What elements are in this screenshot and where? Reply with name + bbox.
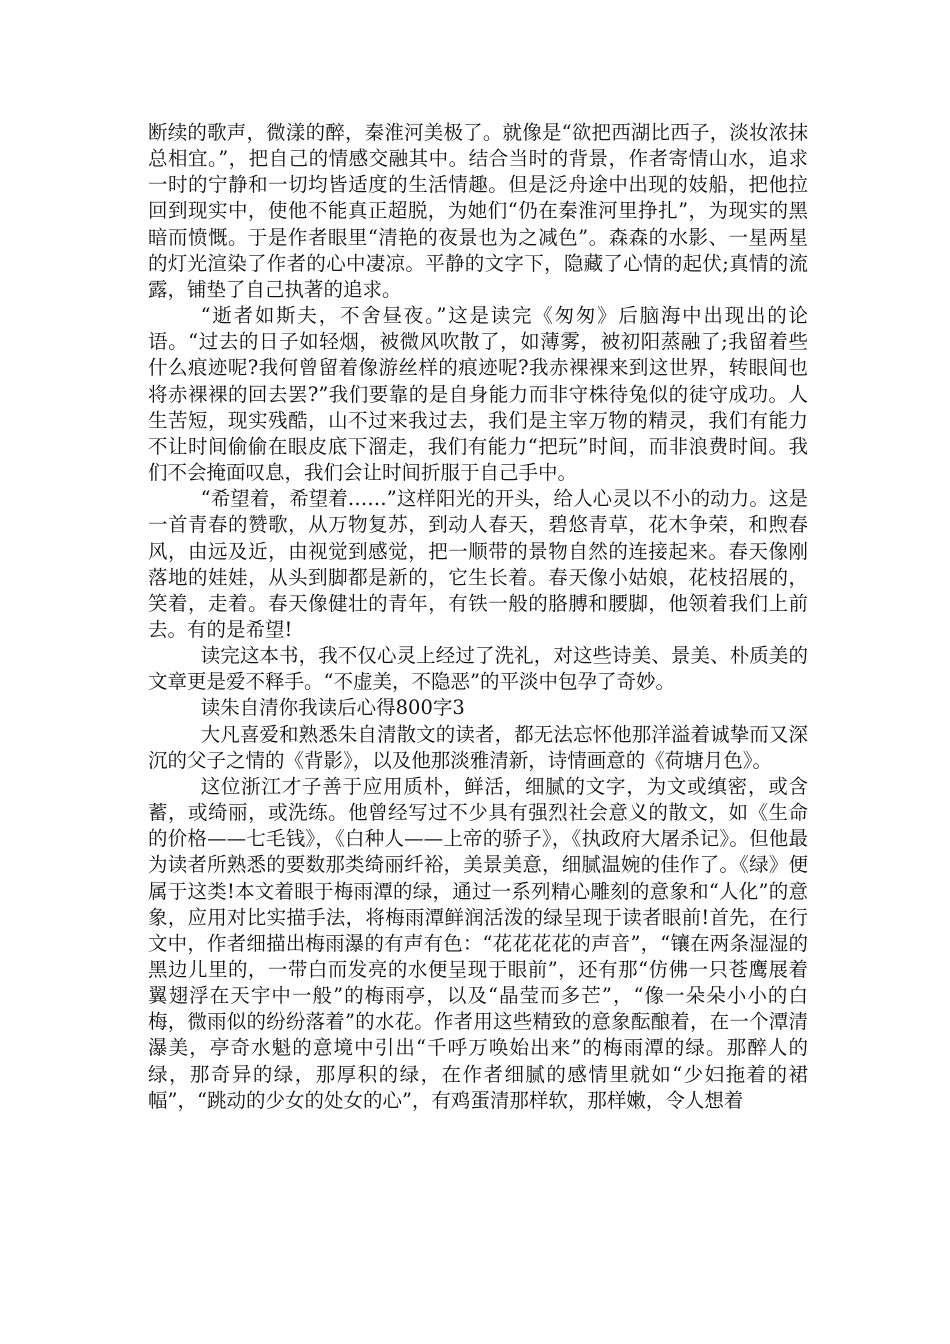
paragraph-lv: 这位浙江才子善于应用质朴，鲜活，细腻的文字，为文或缜密，或含蓄，或绮丽，或洗练。他曾经写过不少具有强烈社会意义的散文，如《生命的价格——七毛钱》，《白种人——上帝的骄子》，《执政府大屠杀记》。但他最为读者所熟悉的要数那类绮丽纤裕，美景美意，细腻温婉的佳作了。《绿》便属于这类!本文着眼于梅雨潭的绿，通过一系列精心雕刻的意象和“人化”的意象，应用对比实描手法，将梅雨潭鲜润活泼的绿呈现于读者眼前!首先，在行文中，作者细描出梅雨瀑的有声有色：“花花花花的声音”，“镶在两条湿湿的黑边儿里的，一带白而发亮的水便呈现于眼前”，还有那“仿佛一只苍鹰展着翼翅浮在天宇中一般”的梅雨亭，以及“晶莹而多芒”，“像一朵朵小小的白梅，微雨似的纷纷落着”的水花。作者用这些精致的意象酝酿着，在一个潭清瀑美，亭奇水魁的意境中引出“千呼万唤始出来”的梅雨潭的绿。那醉人的绿，那奇异的绿，那厚积的绿，在作者细腻的感情里就如“少妇拖着的裙幅”，“跳动的少女的处女的心”，有鸡蛋清那样软，那样嫩，令人想着: [148, 774, 808, 1112]
document-page: [148, 120, 808, 1114]
section-heading: 读朱自清你我读后心得800字3: [200, 696, 465, 720]
paragraph-congcong: “逝者如斯夫，不舍昼夜。”这是读完《匆匆》后脑海中出现出的论语。“过去的日子如轻烟，被微风吹散了，如薄雾，被初阳蒸融了;我留着些什么痕迹呢?我何曾留着像游丝样的痕迹呢?我赤裸裸来到这世界，转眼间也将赤裸裸的回去罢?”我们要靠的是自身能力而非守株待兔似的徒守成功。人生苦短，现实残酷，山不过来我过去，我们是主宰万物的精灵，我们有能力不让时间偷偷在眼皮底下溜走，我们有能力“把玩”时间，而非浪费时间。我们不会掩面叹息，我们会让时间折服于自己手中。: [148, 304, 808, 485]
paragraph-qinhuai: 断续的歌声，微漾的醉，秦淮河美极了。就像是“欲把西湖比西子，淡妆浓抹总相宜。”，把自己的情感交融其中。结合当时的背景，作者寄情山水，追求一时的宁静和一切均皆适度的生活情趣。但是泛舟途中出现的妓船，把他拉回到现实中，使他不能真正超脱，为她们“仍在秦淮河里挣扎”，为现实的黑暗而愤慨。于是作者眼里“清艳的夜景也为之减色”。森森的水影、一星两星的灯光渲染了作者的心中凄凉。平静的文字下，隐藏了心情的起伏;真情的流露，铺垫了自己执著的追求。: [148, 121, 808, 301]
paragraph-conclusion: 读完这本书，我不仅心灵上经过了洗礼，对这些诗美、景美、朴质美的文章更是爱不释手。“不虚美，不隐恶”的平淡中包孕了奇妙。: [148, 644, 808, 694]
paragraph-chun: “希望着，希望着……”这样阳光的开头，给人心灵以不小的动力。这是一首青春的赞歌，从万物复苏，到动人春天，碧悠青草，花木争荣，和煦春风，由远及近，由视觉到感觉，把一顺带的景物自然的连接起来。春天像刚落地的娃娃，从头到脚都是新的，它生长着。春天像小姑娘，花枝招展的，笑着，走着。春天像健壮的青年，有铁一般的胳膊和腰脚，他领着我们上前去。有的是希望!: [148, 487, 808, 641]
paragraph-beiying: 大凡喜爱和熟悉朱自清散文的读者，都无法忘怀他那洋溢着诚挚而又深沉的父子之情的《背影》，以及他那淡雅清新，诗情画意的《荷塘月色》。: [148, 722, 808, 772]
